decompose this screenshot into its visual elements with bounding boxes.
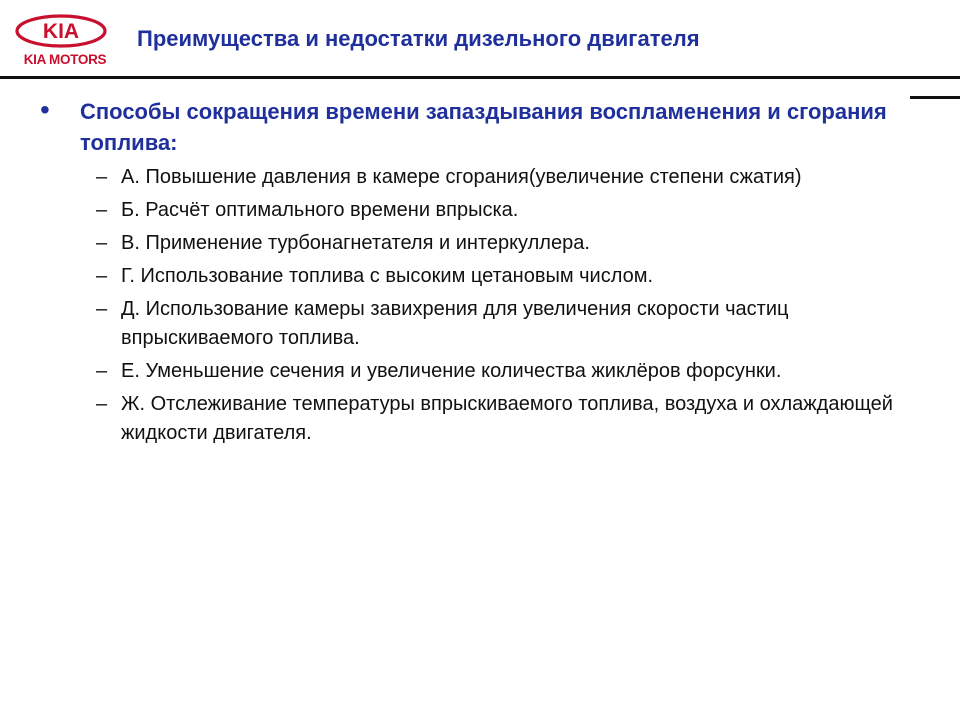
list-item xyxy=(96,196,926,225)
list-item-text: Б. Расчёт оптимального времени впрыска. xyxy=(121,199,519,221)
lead-heading: Способы сокращения времени запаздывания воспламенения и сгорания топлива: xyxy=(80,99,887,155)
list-item xyxy=(96,295,926,353)
list-item-text: А. Повышение давления в камере сгорания(увеличение степени сжатия) xyxy=(121,166,802,188)
method-list xyxy=(96,163,926,452)
list-item xyxy=(96,390,926,448)
list-item-text: Ж. Отслеживание температуры впрыскиваемого топлива, воздуха и охлаждающей жидкости двигателя. xyxy=(121,393,893,444)
list-item-text: Д. Использование камеры завихрения для увеличения скорости частиц впрыскиваемого топлива. xyxy=(121,298,789,349)
page-title: Преимущества и недостатки дизельного двигателя xyxy=(137,26,700,51)
dash-marker: – xyxy=(96,298,108,320)
dash-marker: – xyxy=(96,360,108,382)
dash-marker: – xyxy=(96,393,108,415)
list-item xyxy=(96,229,926,258)
dash-marker: – xyxy=(96,199,108,221)
kia-oval-logo-text: KIA xyxy=(42,20,80,43)
header-divider xyxy=(0,76,960,79)
list-item xyxy=(96,262,926,291)
list-item-text: Е. Уменьшение сечения и увеличение количества жиклёров форсунки. xyxy=(121,360,782,382)
list-item xyxy=(96,357,926,386)
lead-bullet: • xyxy=(40,94,50,125)
list-item-text: В. Применение турбонагнетателя и интеркуллера. xyxy=(121,232,590,254)
list-item xyxy=(96,163,926,192)
dash-marker: – xyxy=(96,166,108,188)
dash-marker: – xyxy=(96,265,108,287)
dash-marker: – xyxy=(96,232,108,254)
kia-motors-wordmark: KIA MOTORS xyxy=(23,52,107,67)
list-item-text: Г. Использование топлива с высоким цетановым числом. xyxy=(121,265,654,287)
kia-logo xyxy=(10,14,118,70)
kia-oval-logo-icon xyxy=(14,14,108,48)
